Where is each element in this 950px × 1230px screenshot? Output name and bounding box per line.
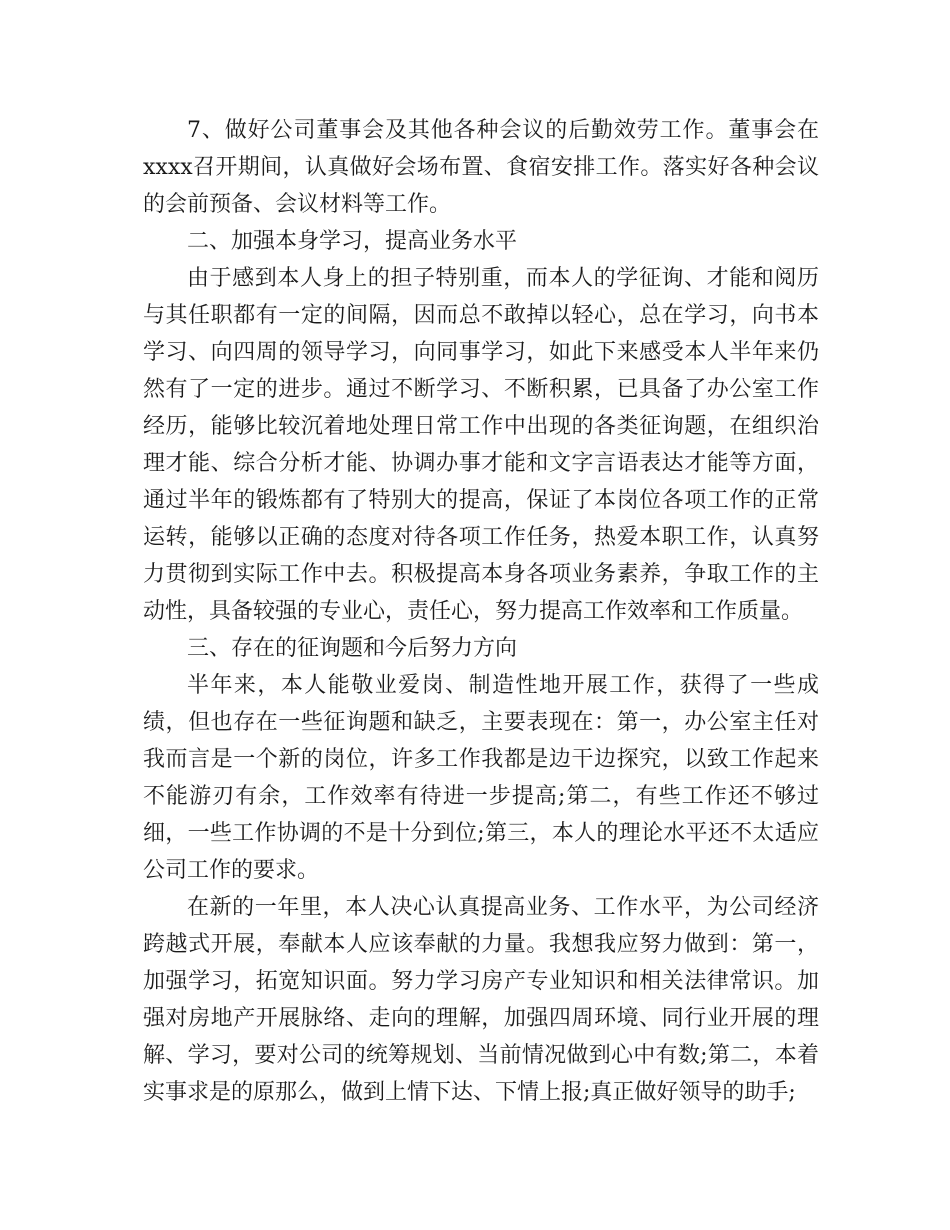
paragraph-new-year-plan: 在新的一年里，本人决心认真提高业务、工作水平，为公司经济跨越式开展，奉献本人应该奉献的力量。我想我应努力做到：第一，加强学习，拓宽知识面。努力学习房产专业知识和相关法律常识。加强对房地产开展脉络、走向的理解，加强四周环境、同行业开展的理解、学习，要对公司的统筹规划、当前情况做到心中有数;第二，本着实事求是的原那么，做到上情下达、下情上报;真正做好领导的助手; — [143, 895, 819, 1105]
section-heading-2: 二、加强本身学习，提高业务水平 — [187, 229, 518, 254]
section-heading-3: 三、存在的征询题和今后努力方向 — [187, 636, 518, 661]
paragraph-problems: 半年来，本人能敬业爱岗、制造性地开展工作，获得了一些成绩，但也存在一些征询题和缺乏，主要表现在：第一，办公室主任对我而言是一个新的岗位，许多工作我都是边干边探究，以致工作起来不能游刃有余，工作效率有待进一步提高;第二，有些工作还不够过细，一些工作协调的不是十分到位;第三，本人的理论水平还不太适应公司工作的要求。 — [143, 673, 819, 883]
document-body — [143, 112, 819, 1111]
paragraph-item-7: 7、做好公司董事会及其他各种会议的后勤效劳工作。董事会在xxxx召开期间，认真做好会场布置、食宿安排工作。落实好各种会议的会前预备、会议材料等工作。 — [143, 118, 819, 217]
paragraph-self-study: 由于感到本人身上的担子特别重，而本人的学征询、才能和阅历与其任职都有一定的间隔，因而总不敢掉以轻心，总在学习，向书本学习、向四周的领导学习，向同事学习，如此下来感受本人半年来仍然有了一定的进步。通过不断学习、不断积累，已具备了办公室工作经历，能够比较沉着地处理日常工作中出现的各类征询题，在组织治理才能、综合分析才能、协调办事才能和文字言语表达才能等方面，通过半年的锻炼都有了特别大的提高，保证了本岗位各项工作的正常运转，能够以正确的态度对待各项工作任务，热爱本职工作，认真努力贯彻到实际工作中去。积极提高本身各项业务素养，争取工作的主动性，具备较强的专业心，责任心，努力提高工作效率和工作质量。 — [143, 266, 819, 624]
